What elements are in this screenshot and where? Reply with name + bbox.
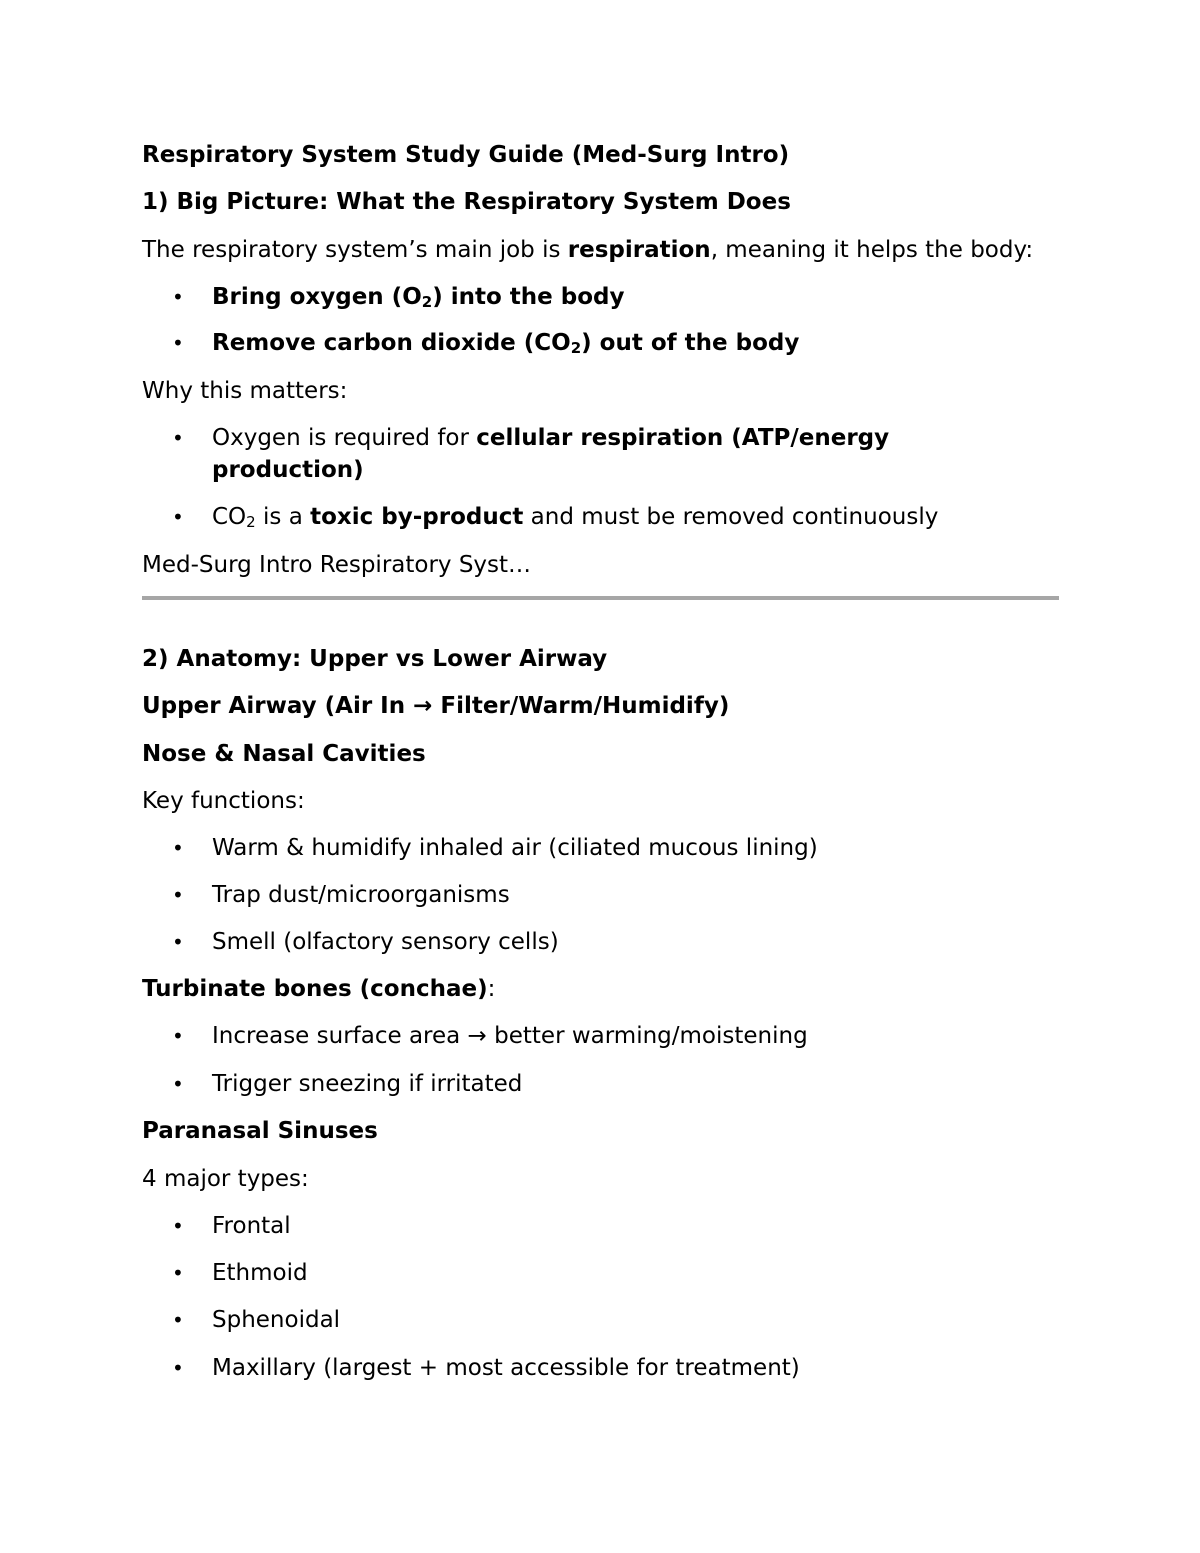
turbinate-item: Trigger sneezing if irritated [212, 1071, 523, 1097]
section-1-heading: 1) Big Picture: What the Respiratory System Does [142, 189, 791, 215]
upper-airway-heading: Upper Airway (Air In → Filter/Warm/Humidify) [142, 693, 730, 719]
nose-heading: Nose & Nasal Cavities [142, 741, 426, 767]
function-item-co2 [212, 327, 799, 359]
bullet-marker: • [172, 331, 184, 355]
sinuses-heading: Paranasal Sinuses [142, 1118, 378, 1144]
subscript: 2 [246, 513, 256, 531]
bullet-marker: • [172, 883, 184, 907]
sinus-type-item: Maxillary (largest + most accessible for treatment) [212, 1355, 800, 1381]
nose-function-item: Warm & humidify inhaled air (ciliated mucous lining) [212, 835, 818, 861]
why-item-co2 [212, 501, 938, 533]
document-title: Respiratory System Study Guide (Med-Surg Intro) [142, 142, 790, 168]
turbinate-heading-colon: : [487, 976, 496, 1002]
nose-function-item: Trap dust/microorganisms [212, 882, 510, 908]
bullet-marker: • [172, 1356, 184, 1380]
bullet-marker: • [172, 1214, 184, 1238]
bullet-marker: • [172, 836, 184, 860]
bullet-marker: • [172, 930, 184, 954]
intro-text-bold: respiration [567, 237, 711, 263]
horizontal-divider [142, 596, 1059, 600]
bullet-marker: • [172, 1072, 184, 1096]
key-functions-label: Key functions: [142, 788, 305, 814]
bullet-marker: • [172, 426, 184, 450]
sinus-type-item: Sphenoidal [212, 1307, 341, 1333]
why-item-bold: toxic by-product [310, 504, 524, 530]
turbinate-heading-text: Turbinate bones (conchae) [142, 976, 488, 1002]
function-item-oxygen [212, 281, 624, 313]
source-reference: Med-Surg Intro Respiratory Syst… [142, 552, 532, 578]
why-item-text: and must be removed continuously [523, 504, 939, 530]
why-item-bold: cellular respiration (ATP/energy [476, 425, 890, 451]
why-item-oxygen [212, 422, 889, 454]
bullet-marker: • [172, 285, 184, 309]
why-label: Why this matters: [142, 378, 348, 404]
section-2-heading: 2) Anatomy: Upper vs Lower Airway [142, 646, 608, 672]
turbinate-item: Increase surface area → better warming/moistening [212, 1023, 808, 1049]
why-item-text: CO [212, 504, 247, 530]
intro-text-after: , meaning it helps the body: [710, 237, 1034, 263]
sinus-types-label: 4 major types: [142, 1166, 309, 1192]
function-item-text: ) into the body [432, 284, 625, 310]
section-1-intro [142, 234, 1033, 266]
bullet-marker: • [172, 505, 184, 529]
sinus-type-item: Frontal [212, 1213, 291, 1239]
why-item-text: Oxygen is required for [212, 425, 477, 451]
sinus-type-item: Ethmoid [212, 1260, 308, 1286]
bullet-marker: • [172, 1261, 184, 1285]
turbinate-heading [142, 973, 495, 1005]
why-item-oxygen-continued: production) [212, 457, 364, 483]
subscript: 2 [570, 339, 582, 357]
subscript: 2 [421, 293, 433, 311]
intro-text-before: The respiratory system’s main job is [142, 237, 568, 263]
function-item-text: Bring oxygen (O [212, 284, 422, 310]
nose-function-item: Smell (olfactory sensory cells) [212, 929, 559, 955]
function-item-text: Remove carbon dioxide (CO [212, 330, 571, 356]
bullet-marker: • [172, 1308, 184, 1332]
why-item-text: is a [255, 504, 311, 530]
function-item-text: ) out of the body [581, 330, 800, 356]
bullet-marker: • [172, 1024, 184, 1048]
